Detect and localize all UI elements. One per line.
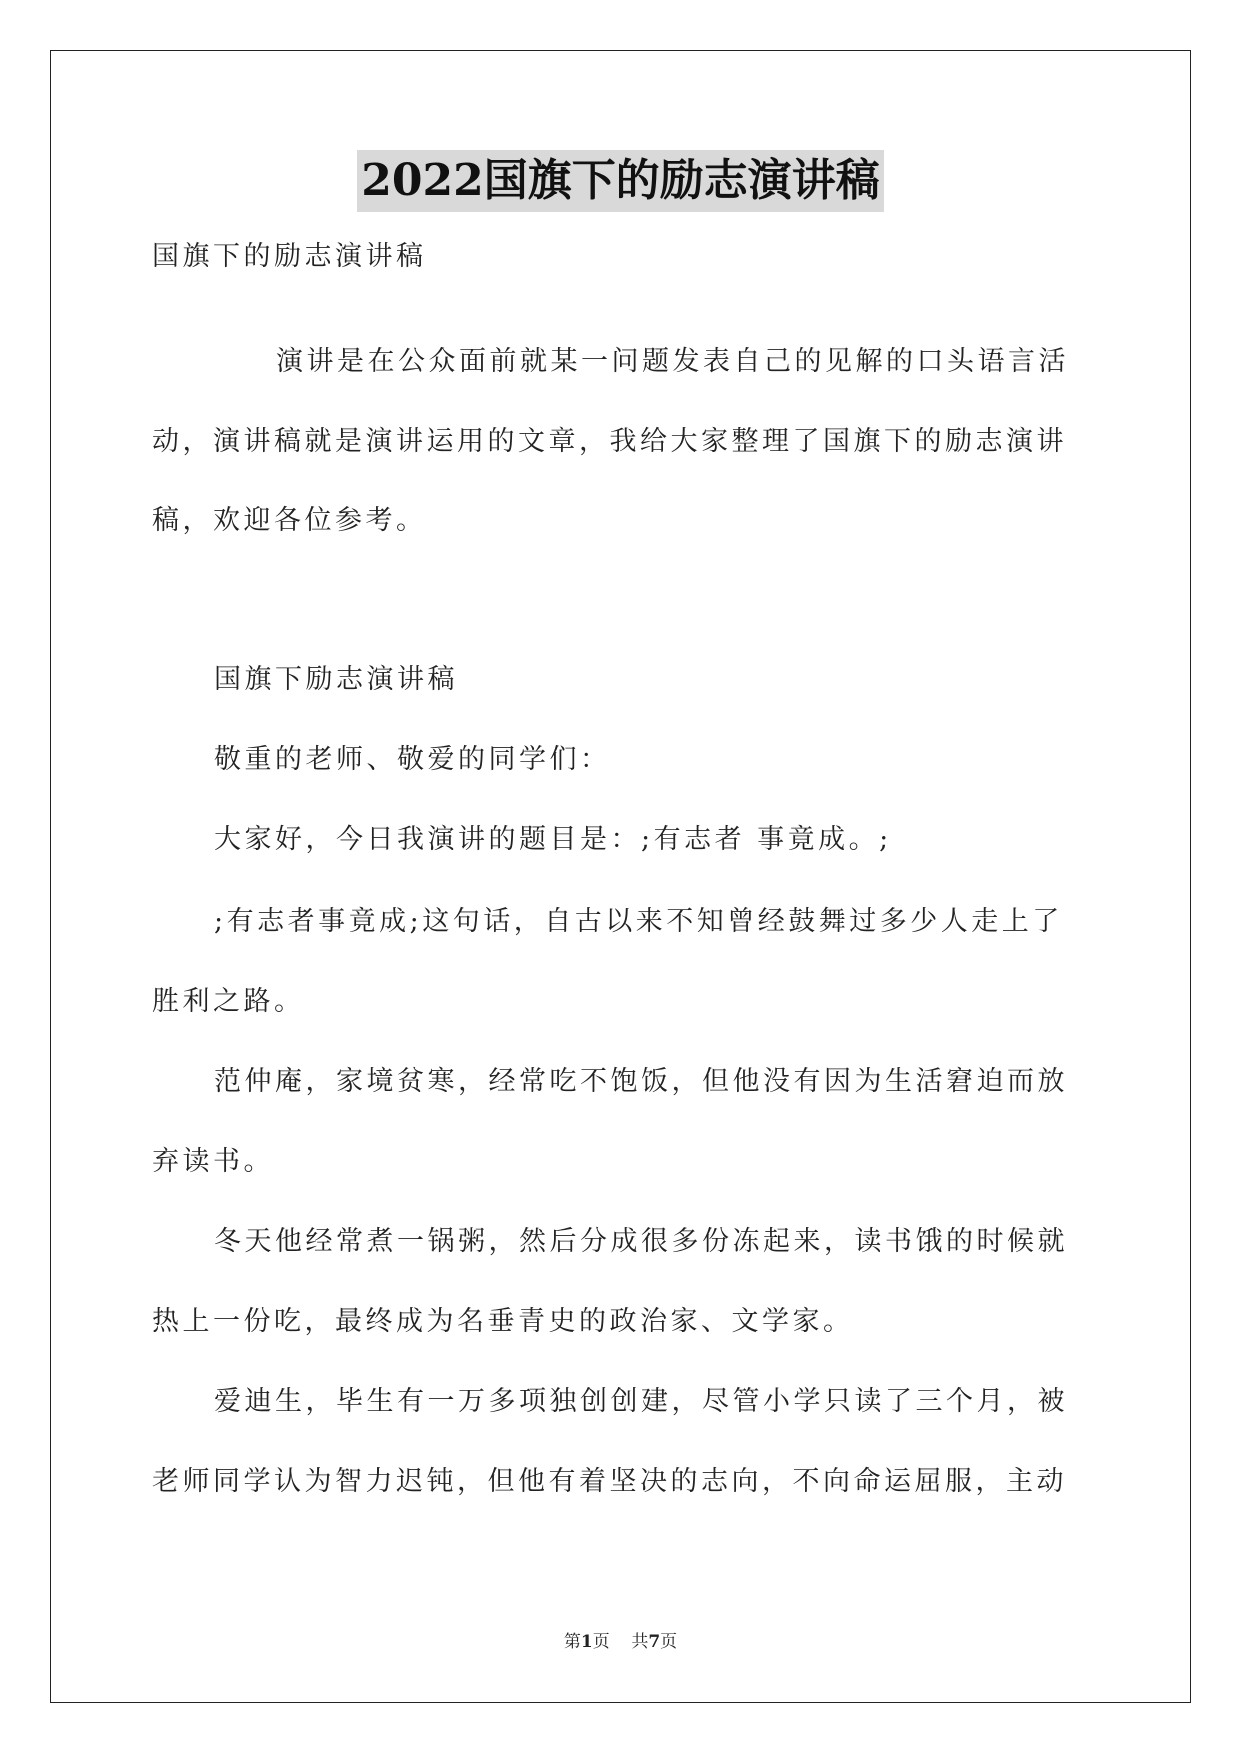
paragraph-line: 动，演讲稿就是演讲运用的文章，我给大家整理了国旗下的励志演讲: [152, 426, 1067, 457]
document-title-text: 2022国旗下的励志演讲稿: [357, 150, 883, 212]
paragraph-line: 热上一份吃，最终成为名垂青史的政治家、文学家。: [152, 1306, 854, 1337]
page-footer: [0, 1627, 1241, 1652]
page-suffix: 页: [592, 1632, 610, 1652]
paragraph-line: 胜利之路。: [152, 986, 305, 1017]
paragraph-line: 范仲庵，家境贫寒，经常吃不饱饭，但他没有因为生活窘迫而放: [214, 1066, 1068, 1097]
paragraph-line: ;有志者事竟成;这句话，自古以来不知曾经鼓舞过多少人走上了: [214, 906, 1063, 937]
total-pages: 7: [648, 1632, 661, 1652]
salutation: 敬重的老师、敬爱的同学们：: [214, 744, 611, 775]
document-subtitle: 国旗下的励志演讲稿: [152, 241, 427, 272]
paragraph-line: 稿，欢迎各位参考。: [152, 505, 427, 536]
page-prefix: 第: [563, 1632, 581, 1652]
page-border: [50, 50, 1191, 1703]
section-heading: 国旗下励志演讲稿: [214, 664, 458, 695]
total-prefix: 共: [631, 1632, 649, 1652]
page-number: 1: [580, 1632, 593, 1652]
paragraph-line: 演讲是在公众面前就某一问题发表自己的见解的口头语言活: [276, 346, 1069, 377]
paragraph-line: 老师同学认为智力迟钝，但他有着坚决的志向，不向命运屈服，主动: [152, 1466, 1067, 1497]
total-suffix: 页: [660, 1632, 678, 1652]
paragraph-line: 爱迪生，毕生有一万多项独创创建，尽管小学只读了三个月，被: [214, 1386, 1068, 1417]
paragraph-line: 冬天他经常煮一锅粥，然后分成很多份冻起来，读书饿的时候就: [214, 1226, 1068, 1257]
paragraph-line: 弃读书。: [152, 1146, 274, 1177]
paragraph-line: 大家好，今日我演讲的题目是：;有志者 事竟成。;: [214, 824, 892, 855]
document-title: [0, 150, 1241, 212]
